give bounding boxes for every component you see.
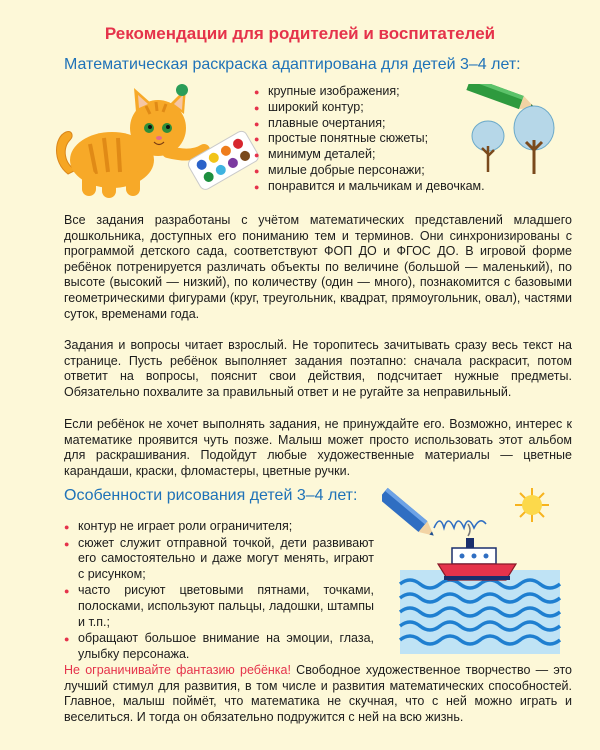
list-item: ● сюжет служит отправной точкой, дети развивают его самостоятельно и даже могут менять, играют с рисунком; [64, 536, 374, 583]
drawing-list [64, 519, 374, 663]
page-title: Рекомендации для родителей и воспитателей [104, 24, 496, 43]
list-item: ● широкий контур; [254, 100, 514, 116]
final-accent-text: Не ограничивайте фантазию ребёнка! [64, 663, 291, 677]
final-text: Свободное художественное творчество — это лучший стимул для развития, в том числе и развития математических способностей. Главное, малыш поймёт, что математика не скучная, что с ней можно играть и веселиться. И тогда он обязательно подружится с ней на всю жизнь. [64, 663, 572, 724]
paragraph: Если ребёнок не хочет выполнять задания, не принуждайте его. Возможно, интерес к математике проявится чуть позже. Малыш может просто использовать этот альбом для раскрашивания. Подойдут любые художественные материалы — цветные карандаши, краски, фломастеры, цветные ручки. [64, 417, 572, 478]
ship-drawing-illustration [382, 486, 562, 656]
drawing-heading: Особенности рисования детей 3–4 лет: [64, 487, 358, 504]
list-item: ● крупные изображения; [254, 84, 514, 100]
intro-heading: Математическая раскраска адаптирована для детей 3–4 лет: [64, 56, 521, 73]
list-item: ● минимум деталей; [254, 147, 514, 163]
list-item: ● контур не играет роли ограничителя; [64, 519, 374, 535]
paragraph: Все задания разработаны с учётом математических представлений младшего дошкольника, доступных его пониманию тем и терминов. Они синхронизированы с программой детского сада, соответствуют ФОП ДО и ФГОС ДО. В игровой форме ребёнок потренируется различать объекты по величине (большой — маленький), по высоте (высокий — низкий), по количеству (один — много), познакомится с базовыми геометрическими фигурами (круг, треугольник, квадрат, прямоугольник, овал), частями суток, временами года. [64, 213, 572, 321]
pencil-trees-illustration [466, 84, 566, 184]
list-item: ● простые понятные сюжеты; [254, 131, 514, 147]
list-item: ● милые добрые персонажи; [254, 163, 514, 179]
cat-with-paints-illustration [50, 82, 260, 202]
final-paragraph [64, 663, 572, 725]
list-item: ● обращают большое внимание на эмоции, глаза, улыбку персонажа. [64, 631, 374, 662]
list-item: ● понравится и мальчикам и девочкам. [254, 179, 514, 195]
list-item: ● плавные очертания; [254, 116, 514, 132]
paragraph: Задания и вопросы читает взрослый. Не торопитесь зачитывать сразу весь текст на странице. Пусть ребёнок выполняет задания поэтапно: сначала раскрасит, потом ответит на вопросы, пояснит свои действия, подсчитает нужные предметы. Обязательно похвалите за правильный ответ и не ругайте за неправильный. [64, 338, 572, 399]
list-item: ● часто рисуют цветовыми пятнами, точками, полосками, используют пальцы, ладошки, штампы и т.п.; [64, 583, 374, 630]
